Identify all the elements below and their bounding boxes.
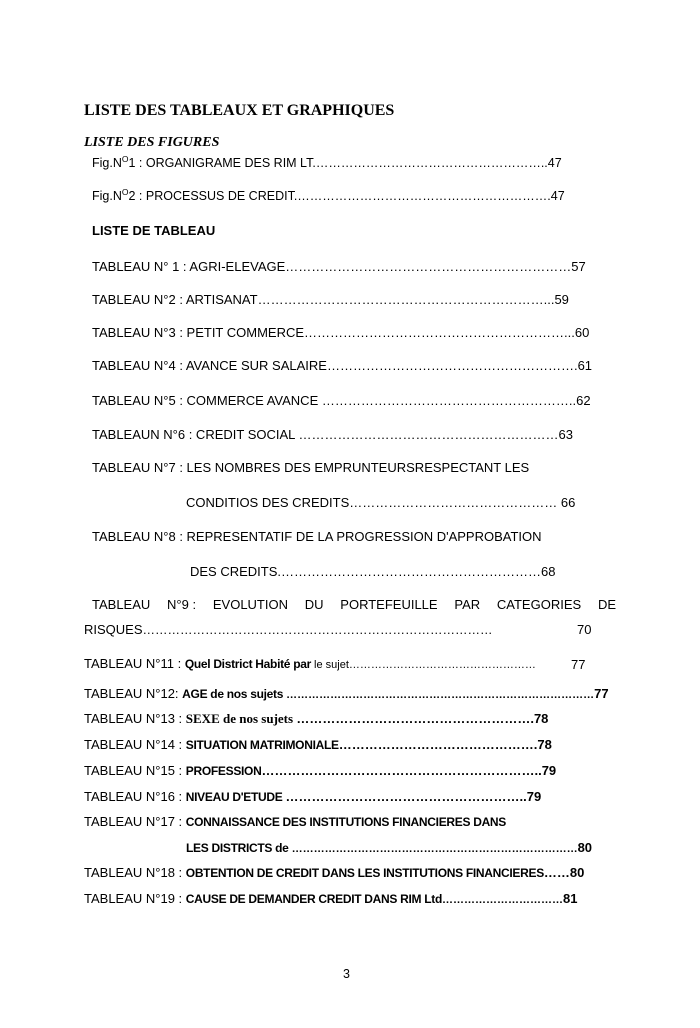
figure-entry-1: $Fig.N^O1$ : ORGANIGRAME DES RIM LT.………………………………………………..47 — [92, 154, 562, 170]
table-entry-12: TABLEAU N°12: AGE de nos sujets …………………………………………………………………………77 — [84, 686, 609, 701]
table-entry-8-line1: TABLEAU N°8 : REPRESENTATIF DE LA PROGRESSION D'APPROBATION — [92, 529, 542, 544]
table-entry-9-line1: TABLEAU N°9 : EVOLUTION DU PORTEFEUILLE PAR CATEGORIES DE — [92, 597, 616, 612]
table-entry-1: TABLEAU N° 1 : AGRI-ELEVAGE…………………………………………………………57 — [92, 259, 586, 274]
figure-entry-2: $Fig.N^O2$ : PROCESSUS DE CREDIT.…………………………………………………….47 — [92, 187, 565, 203]
table-entry-16: TABLEAU N°16 : NIVEAU D'ETUDE ………………………………………………..79 — [84, 789, 542, 804]
table-entry-3: TABLEAU N°3 : PETIT COMMERCE……………………………………………………...60 — [92, 325, 590, 340]
table-entry-7-line2: CONDITIOS DES CREDITS………………………………………… 66 — [186, 495, 576, 510]
table-entry-8-line2: DES CREDITS.……………………………………………………68 — [190, 564, 556, 579]
table-entry-15: TABLEAU N°15 : PROFESSION………………………………………………………..79 — [84, 763, 557, 778]
table-entry-5: TABLEAU N°5 : COMMERCE AVANCE …………………………………………………..62 — [92, 393, 591, 408]
figures-heading: LISTE DES FIGURES — [84, 135, 220, 150]
table-entry-7-line1: TABLEAU N°7 : LES NOMBRES DES EMPRUNTEURSRESPECTANT LES — [92, 460, 530, 475]
table-entry-11: TABLEAU N°11 : Quel District Habité par le sujet…………………………………………… — [84, 656, 536, 671]
table-entry-17-line1: TABLEAU N°17 : CONNAISSANCE DES INSTITUTIONS FINANCIERES DANS — [84, 814, 507, 829]
tables-heading: LISTE DE TABLEAU — [92, 223, 216, 238]
table-entry-4: TABLEAU N°4 : AVANCE SUR SALAIRE………………………………………………….61 — [92, 358, 593, 373]
page-number: 3 — [343, 967, 350, 981]
table-entry-19: TABLEAU N°19 : CAUSE DE DEMANDER CREDIT DANS RIM Ltd……………………………81 — [84, 891, 578, 906]
table-entry-14: TABLEAU N°14 : SITUATION MATRIMONIALE……………………………………….78 — [84, 737, 552, 752]
table-entry-11-page: 77 — [571, 657, 586, 672]
table-entry-18: TABLEAU N°18 : OBTENTION DE CREDIT DANS LES INSTITUTIONS FINANCIERES……80 — [84, 865, 585, 880]
table-entry-6: TABLEAUN N°6 : CREDIT SOCIAL ……………………………………………………63 — [92, 427, 573, 442]
page-title: LISTE DES TABLEAUX ET GRAPHIQUES — [84, 102, 395, 119]
table-entry-2: TABLEAU N°2 : ARTISANAT…………………………………………………………...59 — [92, 292, 569, 307]
table-entry-9-page: 70 — [577, 622, 592, 637]
table-entry-9-line2: RISQUES………………………………………………………………………… — [84, 622, 493, 637]
table-entry-17-line2: LES DISTRICTS de ……………………………………………………………………80 — [186, 840, 593, 855]
table-entry-13: TABLEAU N°13 : SEXE de nos sujets ……………………………………………….78 — [84, 711, 549, 726]
